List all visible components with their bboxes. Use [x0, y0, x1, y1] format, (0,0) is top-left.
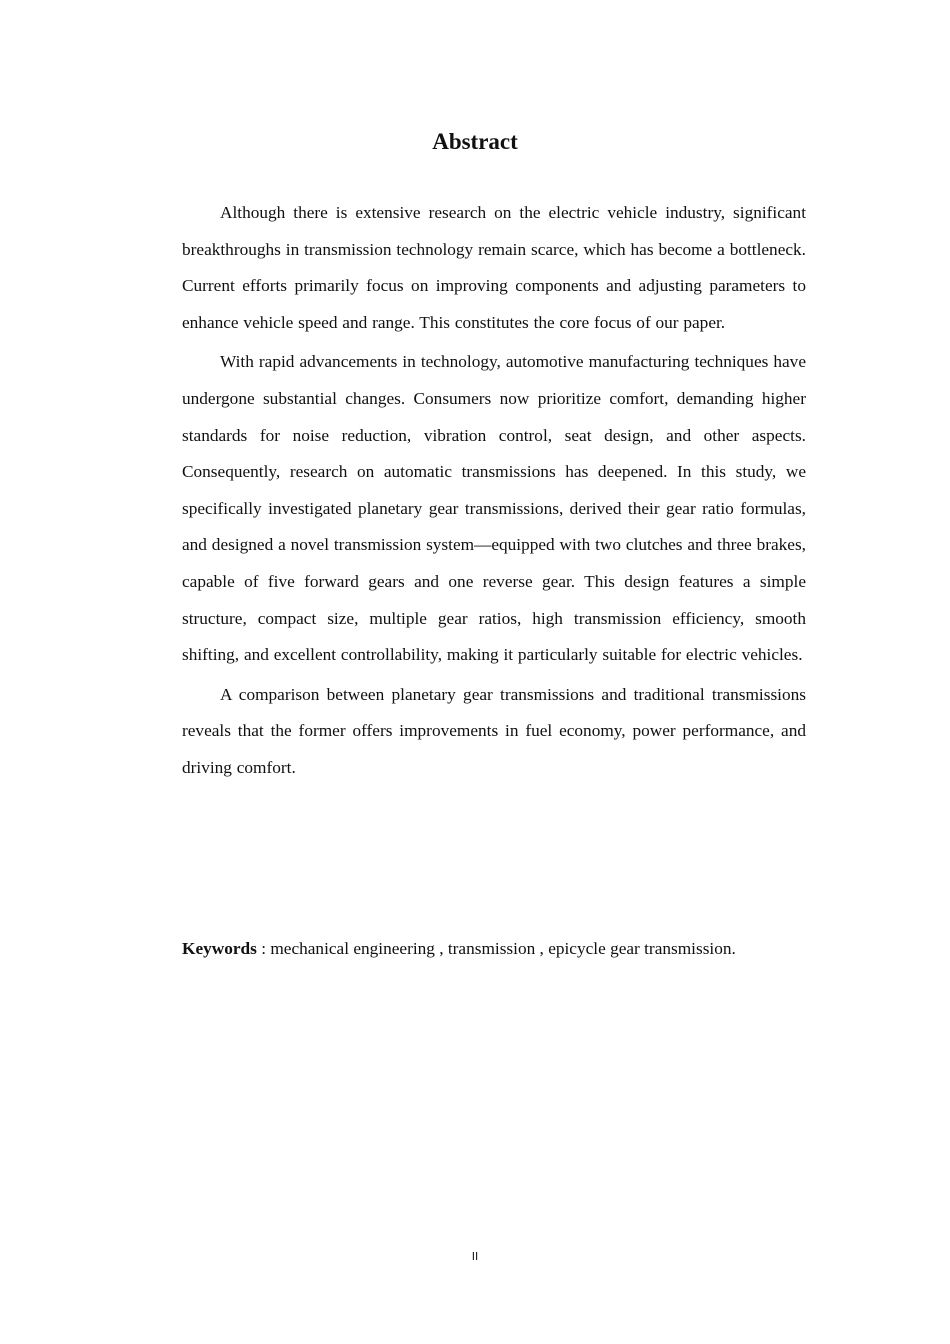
abstract-paragraph-3: A comparison between planetary gear transmissions and traditional transmissions reveals that the former offers improvements in fuel economy, power performance, and driving comfort. — [182, 684, 806, 777]
keywords-line — [182, 933, 822, 965]
abstract-paragraph-2: With rapid advancements in technology, automotive manufacturing techniques have undergone substantial changes. Consumers now prioritize comfort, demanding higher standards for noise reduction, vibration control, seat design, and other aspects. Consequently, research on automatic transmissions has deepened. In this study, we specifically investigated planetary gear transmissions, derived their gear ratio formulas, and designed a novel transmission system—equipped with two clutches and three brakes, capable of five forward gears and one reverse gear. This design features a simple structure, compact size, multiple gear ratios, high transmission efficiency, smooth shifting, and excellent controllability, making it particularly suitable for electric vehicles. — [182, 352, 806, 665]
keywords-text: : mechanical engineering , transmission , epicycle gear transmission. — [256, 939, 736, 958]
abstract-body — [182, 195, 806, 790]
abstract-paragraph-1: Although there is extensive research on the electric vehicle industry, significant breakthroughs in transmission technology remain scarce, which has become a bottleneck. Current efforts primarily focus on improving components and adjusting parameters to enhance vehicle speed and range. This constitutes the core focus of our paper. — [182, 203, 806, 332]
page-number: II — [471, 1250, 479, 1263]
keywords-label: Keywords — [182, 939, 257, 958]
page-title: Abstract — [432, 129, 518, 154]
